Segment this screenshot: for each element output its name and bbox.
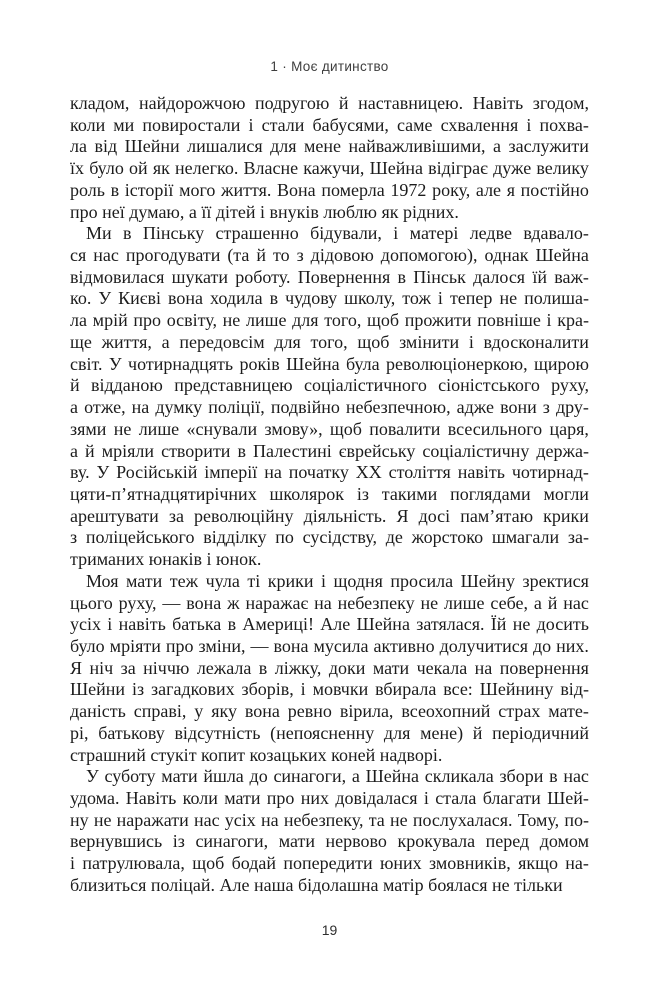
text-line: а отже, на думку поліції, подвійно небезпечною, адже вони з дру-: [70, 397, 589, 418]
text-line: відмовилася шукати роботу. Повернення в Пінськ далося їй важ-: [70, 266, 589, 287]
text-line: ла мрій про освіту, не лише для того, щоб прожити повніше і кра-: [70, 310, 589, 331]
paragraph: [70, 223, 589, 571]
text-line: Ми в Пінську страшенно бідували, і матері ледве вдавало-: [86, 223, 589, 244]
text-line: їх було ой як нелегко. Власне кажучи, Шейна відіграє дуже велику: [70, 158, 589, 179]
text-line: з поліцейського відділку по сусідству, де жорстоко шмагали за-: [70, 527, 589, 548]
text-line: ву. У Російській імперії на початку ХХ століття навіть чотирнад-: [70, 462, 589, 483]
text-line: ще життя, а передовсім для того, щоб змінити і вдосконалити: [70, 331, 589, 352]
text-line: страшний стукіт копит козацьких коней надворі.: [70, 744, 443, 765]
page-number: 19: [321, 922, 338, 938]
text-line: триманих юнаків і юнок.: [70, 549, 262, 570]
text-line: цього руху, — вона ж наражає на небезпеку не лише себе, а й нас: [70, 592, 589, 613]
text-line: кладом, найдорожчою подругою й наставницею. Навіть згодом,: [70, 93, 589, 113]
text-line: Шейни із загадкових зборів, і мовчки вбирала все: Шейнину від-: [70, 679, 589, 700]
paragraph: [70, 766, 589, 896]
text-line: вернувшись із синагоги, мати нервово крокувала перед домом: [70, 831, 589, 852]
text-line: близиться поліцай. Але наша бідолашна матір боялася не тільки: [70, 874, 563, 895]
text-line: рі, батькову відсутність (непоясненну для мене) й періодичний: [70, 722, 589, 743]
text-line: даність справі, у яку вона ревно вірила, всеохопний страх мате-: [70, 701, 589, 722]
text-line: удома. Навіть коли мати про них довідалася і стала благати Шей-: [70, 788, 589, 808]
paragraph: [70, 571, 589, 766]
text-line: світ. У чотирнадцять років Шейна була революціонеркою, щирою: [70, 353, 589, 374]
text-line: роль в історії мого життя. Вона померла 1972 року, але я постійно: [70, 179, 589, 200]
text-line: ко. У Києві вона ходила в чудову школу, тож і тепер не полиша-: [70, 288, 589, 309]
text-line: й відданою представницею соціалістичного сіоністського руху,: [70, 375, 589, 396]
text-line: ну не наражати нас усіх на небезпеку, та не послухалася. Тому, по-: [70, 809, 589, 830]
text-line: У суботу мати йшла до синагоги, а Шейна скликала збори в нас: [86, 766, 589, 787]
body-text: [70, 93, 589, 897]
text-line: і патрулювала, щоб бодай попередити юних змовників, якщо на-: [70, 853, 589, 874]
text-line: коли ми повиростали і стали бабусями, саме схвалення і похва-: [70, 114, 589, 135]
running-header: 1 · Моє дитинство: [270, 59, 389, 74]
paragraph: [70, 93, 589, 223]
text-line: усіх і навіть батька в Америці! Але Шейна затялася. Їй не досить: [70, 614, 589, 635]
text-line: про неї думаю, а її дітей і внуків люблю як рідних.: [70, 201, 459, 222]
text-line: зями не лише «снували змову», щоб повалити всесильного царя,: [70, 418, 589, 439]
text-line: арештувати за революційну діяльність. Я досі пам’ятаю крики: [70, 505, 589, 526]
text-line: а й мріяли створити в Палестині єврейську соціалістичну держа-: [70, 440, 589, 461]
text-line: Моя мати теж чула ті крики і щодня просила Шейну зректися: [86, 570, 589, 591]
text-line: ся нас прогодувати (та й то з дідовою допомогою), однак Шейна: [70, 245, 589, 266]
text-line: було мріяти про зміни, — вона мусила активно долучитися до них.: [70, 635, 589, 656]
text-line: цяти-п’ятнадцятирічних школярок із такими поглядами могли: [70, 483, 589, 504]
text-line: ла від Шейни лишалися для мене найважливішими, а заслужити: [70, 136, 589, 157]
text-line: Я ніч за ніччю лежала в ліжку, доки мати чекала на повернення: [70, 657, 589, 678]
